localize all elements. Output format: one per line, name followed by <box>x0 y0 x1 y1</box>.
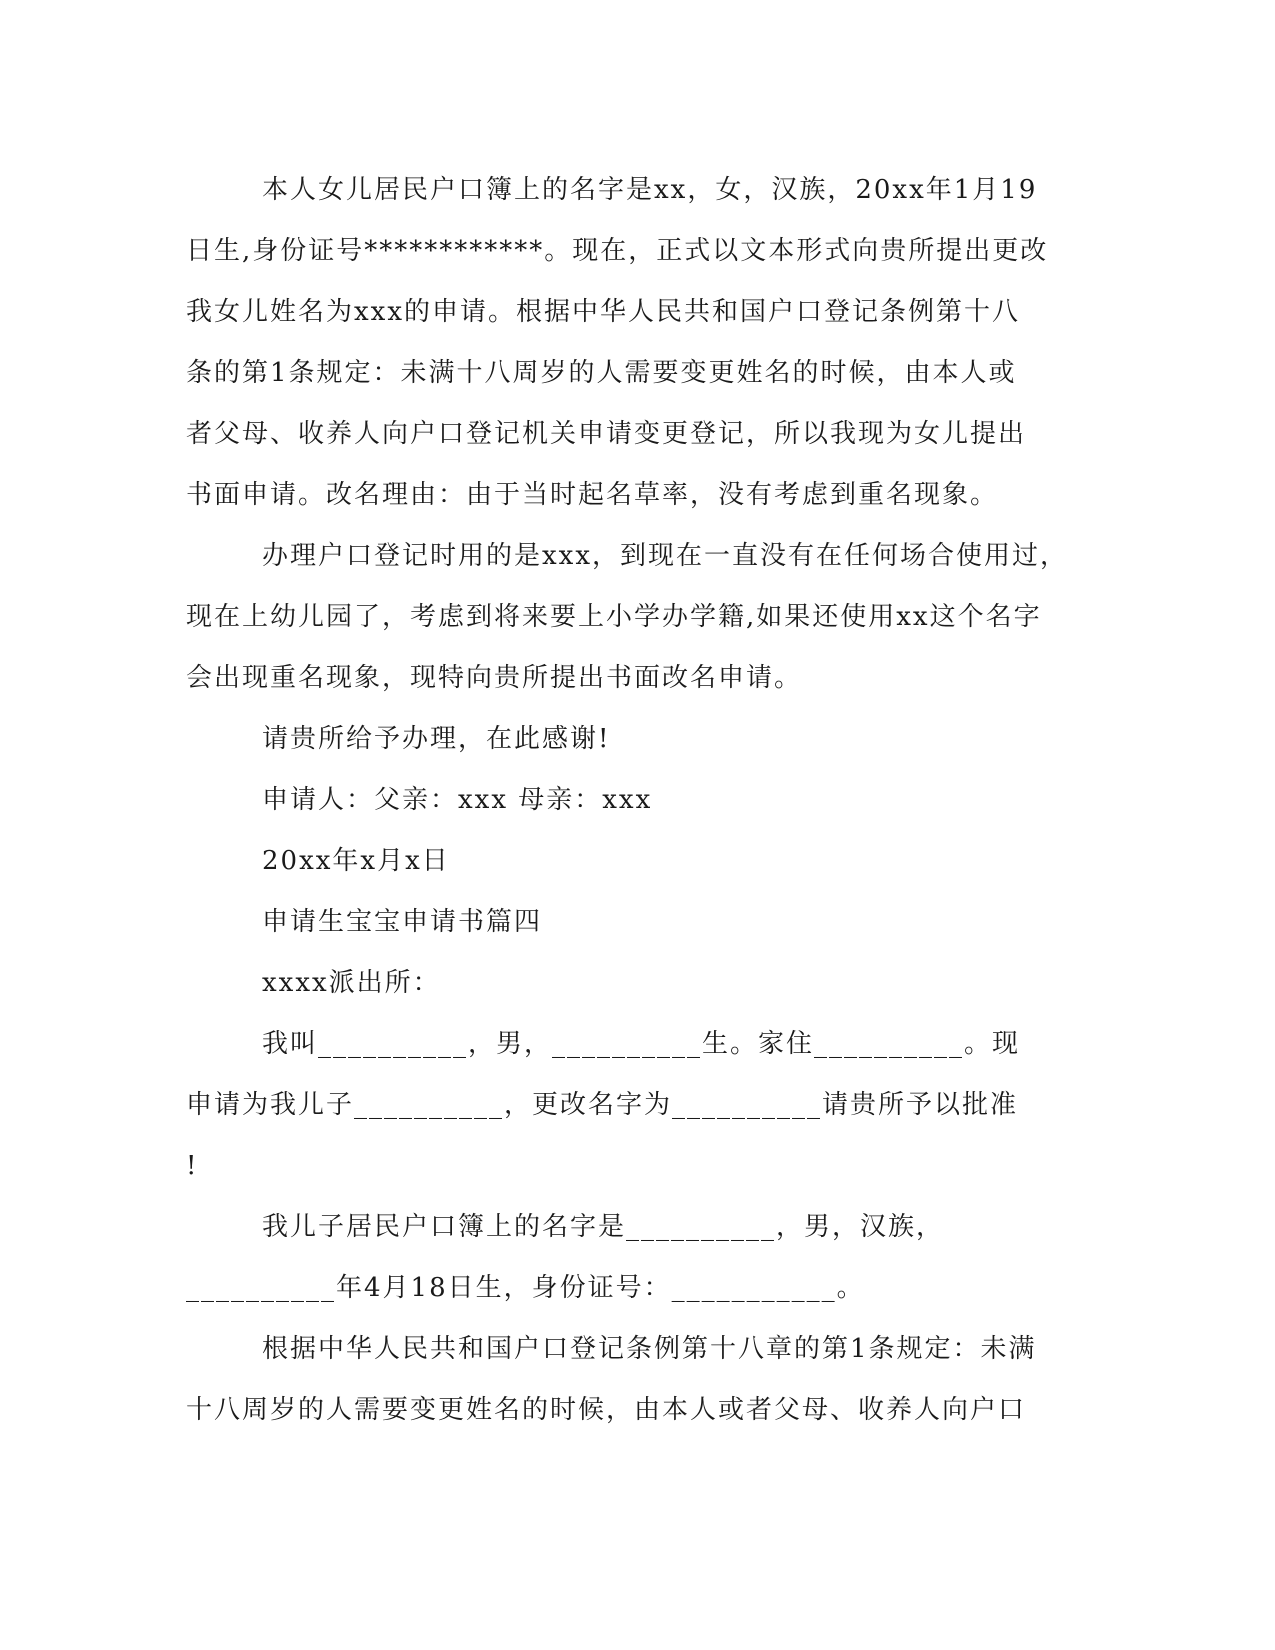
text-line: 会出现重名现象，现特向贵所提出书面改名申请。 <box>186 663 803 693</box>
text-line: 20xx年x月x日 <box>262 846 450 876</box>
text-line: 书面申请。改名理由：由于当时起名草率，没有考虑到重名现象。 <box>186 480 999 510</box>
text-line: 申请为我儿子__________，更改名字为__________请贵所予以批准 <box>186 1090 1019 1120</box>
text-line: 申请人：父亲：xxx 母亲：xxx <box>262 785 653 815</box>
text-line: 十八周岁的人需要变更姓名的时候，由本人或者父母、收养人向户口 <box>186 1395 1027 1425</box>
text-line: 请贵所给予办理，在此感谢! <box>262 724 611 754</box>
text-line: 根据中华人民共和国户口登记条例第十八章的第1条规定：未满 <box>262 1334 1037 1364</box>
text-line: xxxx派出所： <box>262 968 441 998</box>
text-line: 我儿子居民户口簿上的名字是__________，男，汉族， <box>262 1212 945 1242</box>
text-line: 本人女儿居民户口簿上的名字是xx，女，汉族，20xx年1月19 <box>262 175 1038 205</box>
text-line: 办理户口登记时用的是xxx，到现在一直没有在任何场合使用过， <box>262 541 1068 571</box>
text-line: 日生,身份证号************。现在，正式以文本形式向贵所提出更改 <box>186 236 1049 266</box>
text-line: ! <box>186 1151 199 1181</box>
text-line: 条的第1条规定：未满十八周岁的人需要变更姓名的时候，由本人或 <box>186 358 1017 388</box>
text-line: __________年4月18日生，身份证号：___________。 <box>186 1273 865 1303</box>
document-body <box>186 160 1066 1441</box>
text-line: 现在上幼儿园了，考虑到将来要上小学办学籍,如果还使用xx这个名字 <box>186 602 1042 632</box>
text-line: 我女儿姓名为xxx的申请。根据中华人民共和国户口登记条例第十八 <box>186 297 1020 327</box>
text-line: 申请生宝宝申请书篇四 <box>262 907 543 937</box>
text-line: 我叫__________，男，__________生。家住__________。现 <box>262 1029 1021 1059</box>
text-line: 者父母、收养人向户口登记机关申请变更登记，所以我现为女儿提出 <box>186 419 1027 449</box>
